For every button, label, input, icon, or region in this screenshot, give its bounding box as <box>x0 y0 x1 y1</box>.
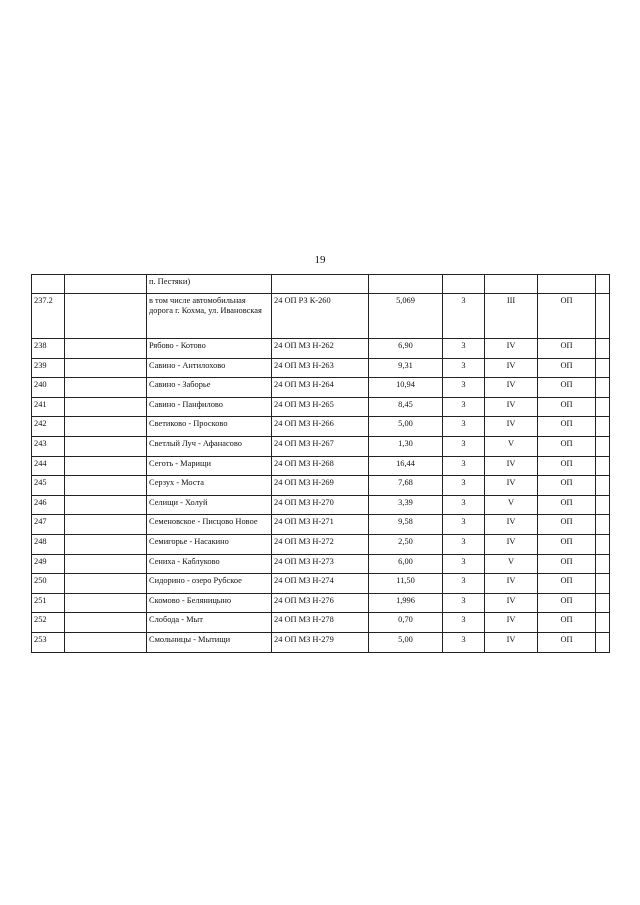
road-class-cell: V <box>485 495 538 515</box>
empty-cell <box>65 534 147 554</box>
empty-cell <box>65 339 147 359</box>
trailing-empty-cell <box>596 554 610 574</box>
road-number-cell: 238 <box>32 339 65 359</box>
road-significance-cell: ОП <box>538 436 596 456</box>
road-number-cell: 245 <box>32 476 65 496</box>
road-code-cell: 24 ОП МЗ Н-279 <box>272 632 369 652</box>
empty-cell <box>65 495 147 515</box>
road-category-cell: 3 <box>443 632 485 652</box>
trailing-empty-cell <box>596 613 610 633</box>
road-number-cell: 248 <box>32 534 65 554</box>
trailing-empty-cell <box>596 515 610 535</box>
road-significance-cell: ОП <box>538 358 596 378</box>
road-code-cell: 24 ОП МЗ Н-271 <box>272 515 369 535</box>
road-number-cell: 247 <box>32 515 65 535</box>
table-row <box>32 358 610 378</box>
road-class-cell: V <box>485 436 538 456</box>
road-category-cell: 3 <box>443 495 485 515</box>
road-significance-cell: ОП <box>538 456 596 476</box>
road-code-cell: 24 ОП МЗ Н-273 <box>272 554 369 574</box>
trailing-empty-cell <box>596 495 610 515</box>
trailing-empty-cell <box>596 436 610 456</box>
road-length-cell: 5,069 <box>369 294 443 339</box>
road-length-cell: 1,996 <box>369 593 443 613</box>
road-category-cell: 3 <box>443 456 485 476</box>
road-significance-cell: ОП <box>538 593 596 613</box>
road-category-cell: 3 <box>443 339 485 359</box>
road-length-cell: 8,45 <box>369 397 443 417</box>
table-row <box>32 456 610 476</box>
road-code-cell: 24 ОП МЗ Н-262 <box>272 339 369 359</box>
road-number-cell: 251 <box>32 593 65 613</box>
road-number-cell: 242 <box>32 417 65 437</box>
road-code-cell: 24 ОП МЗ Н-263 <box>272 358 369 378</box>
road-length-cell: 6,00 <box>369 554 443 574</box>
road-class-cell: IV <box>485 456 538 476</box>
road-name-cell: Сеготь - Марищи <box>147 456 272 476</box>
road-category-cell <box>443 275 485 294</box>
trailing-empty-cell <box>596 476 610 496</box>
road-number-cell: 253 <box>32 632 65 652</box>
table-row <box>32 436 610 456</box>
empty-cell <box>65 294 147 339</box>
road-number-cell: 240 <box>32 378 65 398</box>
trailing-empty-cell <box>596 534 610 554</box>
table-row <box>32 613 610 633</box>
road-length-cell: 7,68 <box>369 476 443 496</box>
road-number-cell: 249 <box>32 554 65 574</box>
road-name-cell: в том числе автомобильная дорога г. Кохма, ул. Ивановская <box>147 294 272 339</box>
roads-table-body <box>32 275 610 653</box>
table-row <box>32 574 610 594</box>
trailing-empty-cell <box>596 339 610 359</box>
road-code-cell: 24 ОП МЗ Н-270 <box>272 495 369 515</box>
road-class-cell: IV <box>485 574 538 594</box>
road-class-cell <box>485 275 538 294</box>
trailing-empty-cell <box>596 397 610 417</box>
road-name-cell: Селищи - Холуй <box>147 495 272 515</box>
trailing-empty-cell <box>596 358 610 378</box>
road-code-cell: 24 ОП МЗ Н-274 <box>272 574 369 594</box>
road-number-cell: 243 <box>32 436 65 456</box>
table-row <box>32 275 610 294</box>
road-class-cell: IV <box>485 632 538 652</box>
road-class-cell: V <box>485 554 538 574</box>
road-length-cell: 1,30 <box>369 436 443 456</box>
table-row <box>32 397 610 417</box>
road-significance-cell: ОП <box>538 397 596 417</box>
empty-cell <box>65 574 147 594</box>
road-significance-cell: ОП <box>538 495 596 515</box>
empty-cell <box>65 275 147 294</box>
trailing-empty-cell <box>596 456 610 476</box>
road-name-cell: Светиково - Просково <box>147 417 272 437</box>
empty-cell <box>65 632 147 652</box>
table-row <box>32 495 610 515</box>
empty-cell <box>65 417 147 437</box>
road-code-cell: 24 ОП МЗ Н-265 <box>272 397 369 417</box>
trailing-empty-cell <box>596 632 610 652</box>
road-number-cell: 237.2 <box>32 294 65 339</box>
road-class-cell: IV <box>485 358 538 378</box>
road-length-cell <box>369 275 443 294</box>
road-number-cell: 250 <box>32 574 65 594</box>
road-category-cell: 3 <box>443 436 485 456</box>
road-category-cell: 3 <box>443 417 485 437</box>
road-length-cell: 11,50 <box>369 574 443 594</box>
road-length-cell: 5,00 <box>369 632 443 652</box>
empty-cell <box>65 593 147 613</box>
road-length-cell: 5,00 <box>369 417 443 437</box>
road-code-cell: 24 ОП МЗ Н-272 <box>272 534 369 554</box>
road-name-cell: Савино - Панфилово <box>147 397 272 417</box>
road-significance-cell: ОП <box>538 515 596 535</box>
road-significance-cell: ОП <box>538 613 596 633</box>
road-number-cell: 252 <box>32 613 65 633</box>
road-category-cell: 3 <box>443 574 485 594</box>
road-name-cell: Рябово - Котово <box>147 339 272 359</box>
road-length-cell: 3,39 <box>369 495 443 515</box>
road-code-cell: 24 ОП РЗ К-260 <box>272 294 369 339</box>
road-code-cell: 24 ОП МЗ Н-268 <box>272 456 369 476</box>
trailing-empty-cell <box>596 574 610 594</box>
table-row <box>32 294 610 339</box>
road-name-cell: Смольницы - Мытищи <box>147 632 272 652</box>
road-code-cell: 24 ОП МЗ Н-266 <box>272 417 369 437</box>
road-name-cell: п. Пестяки) <box>147 275 272 294</box>
road-class-cell: IV <box>485 339 538 359</box>
road-code-cell: 24 ОП МЗ Н-276 <box>272 593 369 613</box>
empty-cell <box>65 476 147 496</box>
table-row <box>32 417 610 437</box>
table-row <box>32 339 610 359</box>
road-significance-cell: ОП <box>538 574 596 594</box>
empty-cell <box>65 358 147 378</box>
road-category-cell: 3 <box>443 593 485 613</box>
road-class-cell: IV <box>485 378 538 398</box>
road-number-cell: 241 <box>32 397 65 417</box>
road-name-cell: Сидорино - озеро Рубское <box>147 574 272 594</box>
road-significance-cell: ОП <box>538 476 596 496</box>
empty-cell <box>65 397 147 417</box>
road-significance-cell: ОП <box>538 294 596 339</box>
road-name-cell: Савино - Заборье <box>147 378 272 398</box>
road-name-cell: Савино - Антилохово <box>147 358 272 378</box>
road-category-cell: 3 <box>443 515 485 535</box>
road-length-cell: 0,70 <box>369 613 443 633</box>
table-row <box>32 632 610 652</box>
road-category-cell: 3 <box>443 397 485 417</box>
table-row <box>32 593 610 613</box>
road-number-cell: 244 <box>32 456 65 476</box>
road-code-cell: 24 ОП МЗ Н-264 <box>272 378 369 398</box>
road-length-cell: 6,90 <box>369 339 443 359</box>
road-category-cell: 3 <box>443 358 485 378</box>
roads-table <box>31 274 610 653</box>
table-row <box>32 534 610 554</box>
road-significance-cell: ОП <box>538 339 596 359</box>
table-row <box>32 515 610 535</box>
empty-cell <box>65 378 147 398</box>
trailing-empty-cell <box>596 275 610 294</box>
trailing-empty-cell <box>596 593 610 613</box>
road-name-cell: Светлый Луч - Афанасово <box>147 436 272 456</box>
road-class-cell: IV <box>485 417 538 437</box>
road-significance-cell <box>538 275 596 294</box>
road-length-cell: 2,50 <box>369 534 443 554</box>
table-row <box>32 378 610 398</box>
road-significance-cell: ОП <box>538 554 596 574</box>
empty-cell <box>65 613 147 633</box>
empty-cell <box>65 554 147 574</box>
road-class-cell: IV <box>485 593 538 613</box>
road-category-cell: 3 <box>443 613 485 633</box>
road-category-cell: 3 <box>443 476 485 496</box>
road-number-cell: 239 <box>32 358 65 378</box>
road-length-cell: 9,58 <box>369 515 443 535</box>
road-code-cell <box>272 275 369 294</box>
road-number-cell <box>32 275 65 294</box>
road-code-cell: 24 ОП МЗ Н-278 <box>272 613 369 633</box>
road-category-cell: 3 <box>443 294 485 339</box>
road-code-cell: 24 ОП МЗ Н-267 <box>272 436 369 456</box>
road-length-cell: 16,44 <box>369 456 443 476</box>
road-class-cell: IV <box>485 613 538 633</box>
road-significance-cell: ОП <box>538 632 596 652</box>
road-class-cell: IV <box>485 515 538 535</box>
empty-cell <box>65 436 147 456</box>
road-name-cell: Скомово - Беляницыно <box>147 593 272 613</box>
road-length-cell: 9,31 <box>369 358 443 378</box>
trailing-empty-cell <box>596 417 610 437</box>
road-class-cell: IV <box>485 397 538 417</box>
trailing-empty-cell <box>596 378 610 398</box>
road-category-cell: 3 <box>443 534 485 554</box>
road-code-cell: 24 ОП МЗ Н-269 <box>272 476 369 496</box>
road-significance-cell: ОП <box>538 378 596 398</box>
road-number-cell: 246 <box>32 495 65 515</box>
road-significance-cell: ОП <box>538 534 596 554</box>
trailing-empty-cell <box>596 294 610 339</box>
road-length-cell: 10,94 <box>369 378 443 398</box>
road-name-cell: Серзух - Моста <box>147 476 272 496</box>
road-name-cell: Сениха - Каблуково <box>147 554 272 574</box>
road-name-cell: Семигорье - Насакино <box>147 534 272 554</box>
road-class-cell: IV <box>485 476 538 496</box>
road-category-cell: 3 <box>443 554 485 574</box>
road-class-cell: IV <box>485 534 538 554</box>
empty-cell <box>65 456 147 476</box>
table-row <box>32 554 610 574</box>
page-number: 19 <box>314 254 326 266</box>
road-name-cell: Семеновское - Писцово Новое <box>147 515 272 535</box>
road-significance-cell: ОП <box>538 417 596 437</box>
empty-cell <box>65 515 147 535</box>
road-name-cell: Слобода - Мыт <box>147 613 272 633</box>
table-row <box>32 476 610 496</box>
road-class-cell: III <box>485 294 538 339</box>
road-category-cell: 3 <box>443 378 485 398</box>
